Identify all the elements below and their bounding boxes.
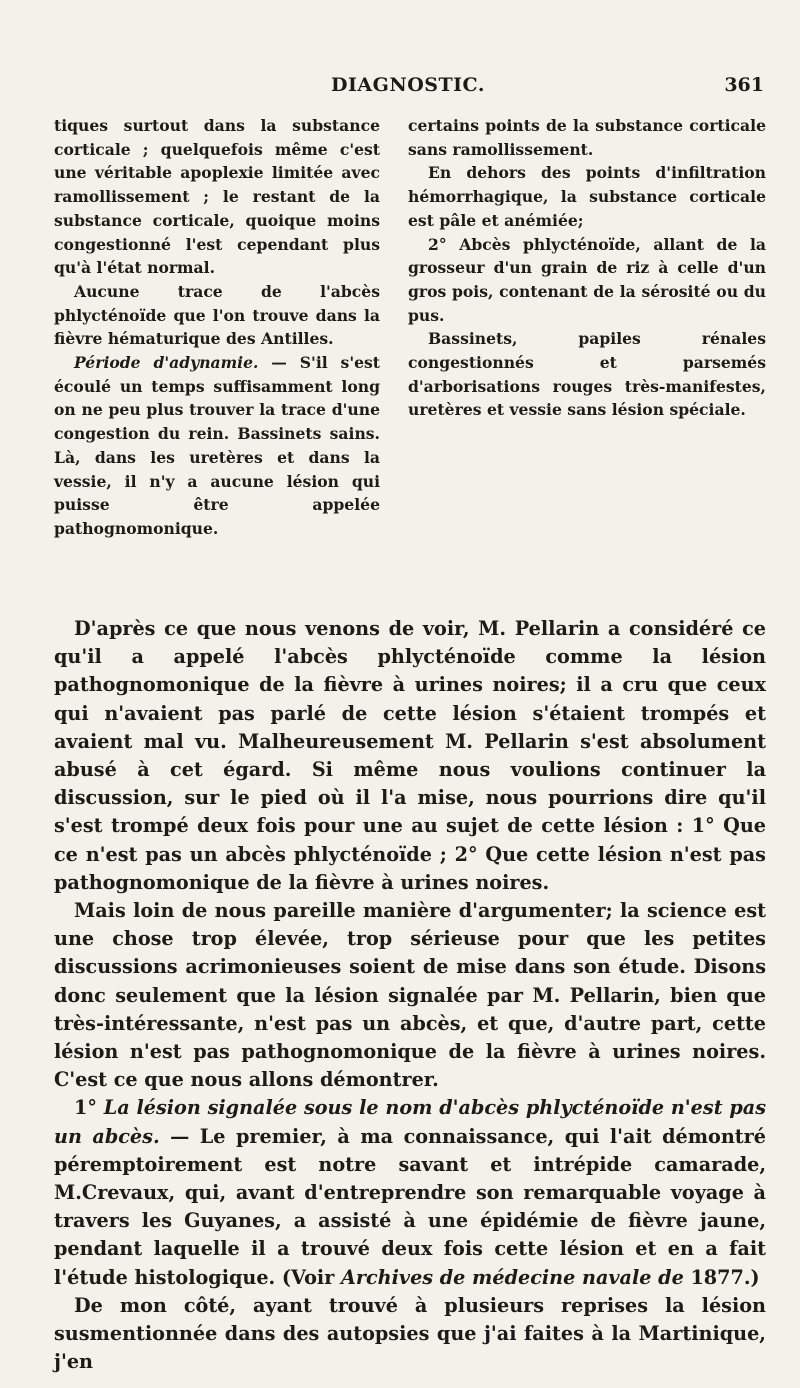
main-paragraph-3 <box>54 1094 766 1291</box>
left-column <box>54 114 380 541</box>
left-paragraph-3 <box>54 351 380 541</box>
period-heading: Période d'adynamie. <box>74 353 259 373</box>
page-title: DIAGNOSTIC. <box>331 74 485 96</box>
left-paragraph-1: tiques surtout dans la substance corticale ; quelquefois même c'est une véritable apoplexie limitée avec ramollissement ; le restant de la substance corticale, quoique moins congestionné l'est cependant plus qu'à l'état normal. <box>54 116 380 278</box>
right-paragraph-2: En dehors des points d'infiltration hémorrhagique, la substance corticale est pâle et anémiée; <box>408 163 766 230</box>
section-heading: La lésion signalée sous le nom d'abcès phlycténoïde n'est pas un abcès. <box>54 1096 766 1148</box>
page-number: 361 <box>724 74 764 96</box>
journal-year: 1877.) <box>683 1265 760 1289</box>
right-paragraph-3: 2° Abcès phlycténoïde, allant de la grosseur d'un grain de riz à celle d'un gros pois, contenant de la sérosité ou du pus. <box>408 234 766 325</box>
main-paragraph-4: De mon côté, ayant trouvé à plusieurs reprises la lésion susmentionnée dans des autopsies que j'ai faites à la Martinique, j'en <box>54 1293 766 1374</box>
section-number: 1° <box>74 1096 104 1120</box>
main-paragraph-3-text: — Le premier, à ma connaissance, qui l'ait démontré péremptoirement est notre savant et intrépide camarade, M.Crevaux, qui, avant d'entreprendre son remarquable voyage à travers les Guyanes, a assisté à une épidémie de fièvre jaune, pendant laquelle il a trouvé deux fois cette lésion et en a fait l'étude histologique. (Voir <box>54 1124 766 1289</box>
running-header <box>52 74 764 100</box>
left-paragraph-3-text: — S'il s'est écoulé un temps suffisamment long on ne peu plus trouver la trace d'une congestion du rein. Bassinets sains. Là, dans les uretères et dans la vessie, il n'y a aucune lésion qui puisse être appelée pathognomonique. <box>54 353 380 538</box>
left-paragraph-2: Aucune trace de l'abcès phlycténoïde que l'on trouve dans la fièvre hématurique des Antilles. <box>54 281 380 349</box>
main-text <box>54 615 766 1376</box>
right-column <box>408 114 766 422</box>
right-paragraph-1: certains points de la substance corticale sans ramollissement. <box>408 116 766 159</box>
main-paragraph-1: D'après ce que nous venons de voir, M. Pellarin a considéré ce qu'il a appelé l'abcès phlycténoïde comme la lésion pathognomonique de la fièvre à urines noires; il a cru que ceux qui n'avaient pas parlé de cette lésion s'étaient trompés et avaient mal vu. Malheureusement M. Pellarin s'est absolument abusé à cet égard. Si même nous voulions continuer la discussion, sur le pied où il l'a mise, nous pourrions dire qu'il s'est trompé deux fois pour une au sujet de cette lésion : 1° Que ce n'est pas un abcès phlycténoïde ; 2° Que cette lésion n'est pas pathognomonique de la fièvre à urines noires. <box>54 617 766 894</box>
right-paragraph-4: Bassinets, papiles rénales congestionnés et parsemés d'arborisations rouges très-manifestes, uretères et vessie sans lésion spéciale. <box>408 329 766 420</box>
journal-title: Archives de médecine navale de <box>341 1265 684 1289</box>
main-paragraph-2: Mais loin de nous pareille manière d'argumenter; la science est une chose trop élevée, trop sérieuse pour que les petites discussions acrimonieuses soient de mise dans son étude. Disons donc seulement que la lésion signalée par M. Pellarin, bien que très-intéressante, n'est pas un abcès, et que, d'autre part, cette lésion n'est pas pathognomonique de la fièvre à urines noires. C'est ce que nous allons démontrer. <box>54 899 766 1092</box>
